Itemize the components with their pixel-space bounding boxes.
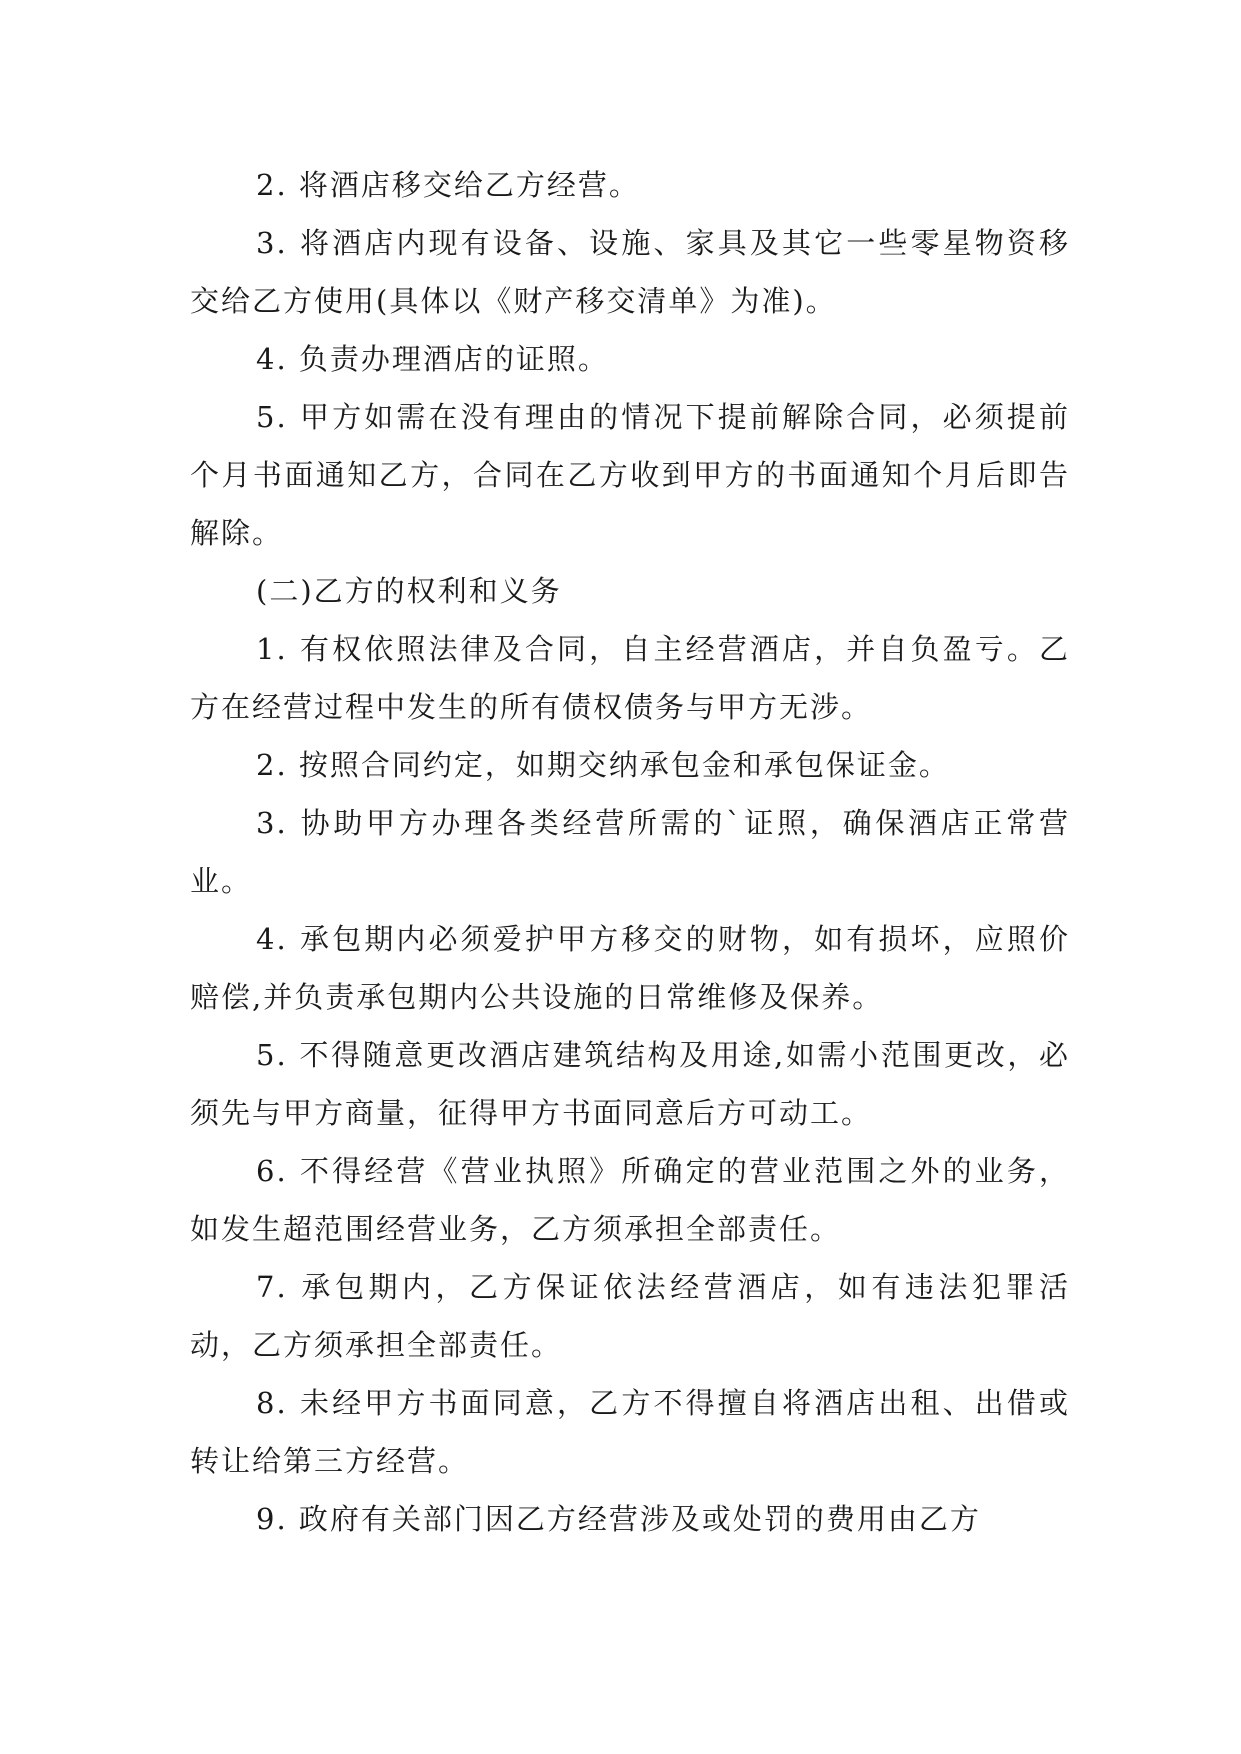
- paragraph: 7. 承包期内，乙方保证依法经营酒店，如有违法犯罪活动，乙方须承担全部责任。: [190, 1270, 1070, 1362]
- paragraph: 3. 协助甲方办理各类经营所需的`证照，确保酒店正常营业。: [190, 806, 1070, 898]
- paragraph: 5. 甲方如需在没有理由的情况下提前解除合同，必须提前个月书面通知乙方，合同在乙方收到甲方的书面通知个月后即告解除。: [190, 400, 1070, 550]
- paragraph: 3. 将酒店内现有设备、设施、家具及其它一些零星物资移交给乙方使用(具体以《财产移交清单》为准)。: [190, 226, 1070, 318]
- paragraph: 8. 未经甲方书面同意，乙方不得擅自将酒店出租、出借或转让给第三方经营。: [190, 1386, 1070, 1478]
- document-body: [190, 156, 1070, 1548]
- paragraph: 4. 承包期内必须爱护甲方移交的财物，如有损坏，应照价赔偿,并负责承包期内公共设施的日常维修及保养。: [190, 922, 1070, 1014]
- paragraph: 1. 有权依照法律及合同，自主经营酒店，并自负盈亏。乙方在经营过程中发生的所有债权债务与甲方无涉。: [190, 632, 1070, 724]
- section-heading: (二)乙方的权利和义务: [256, 574, 562, 608]
- paragraph: 4. 负责办理酒店的证照。: [256, 342, 609, 376]
- paragraph: 5. 不得随意更改酒店建筑结构及用途,如需小范围更改，必须先与甲方商量，征得甲方书面同意后方可动工。: [190, 1038, 1070, 1130]
- paragraph: 9. 政府有关部门因乙方经营涉及或处罚的费用由乙方: [256, 1502, 981, 1536]
- paragraph: 2. 将酒店移交给乙方经营。: [256, 168, 640, 202]
- paragraph: 2. 按照合同约定，如期交纳承包金和承包保证金。: [256, 748, 950, 782]
- paragraph: 6. 不得经营《营业执照》所确定的营业范围之外的业务，如发生超范围经营业务，乙方须承担全部责任。: [190, 1154, 1070, 1246]
